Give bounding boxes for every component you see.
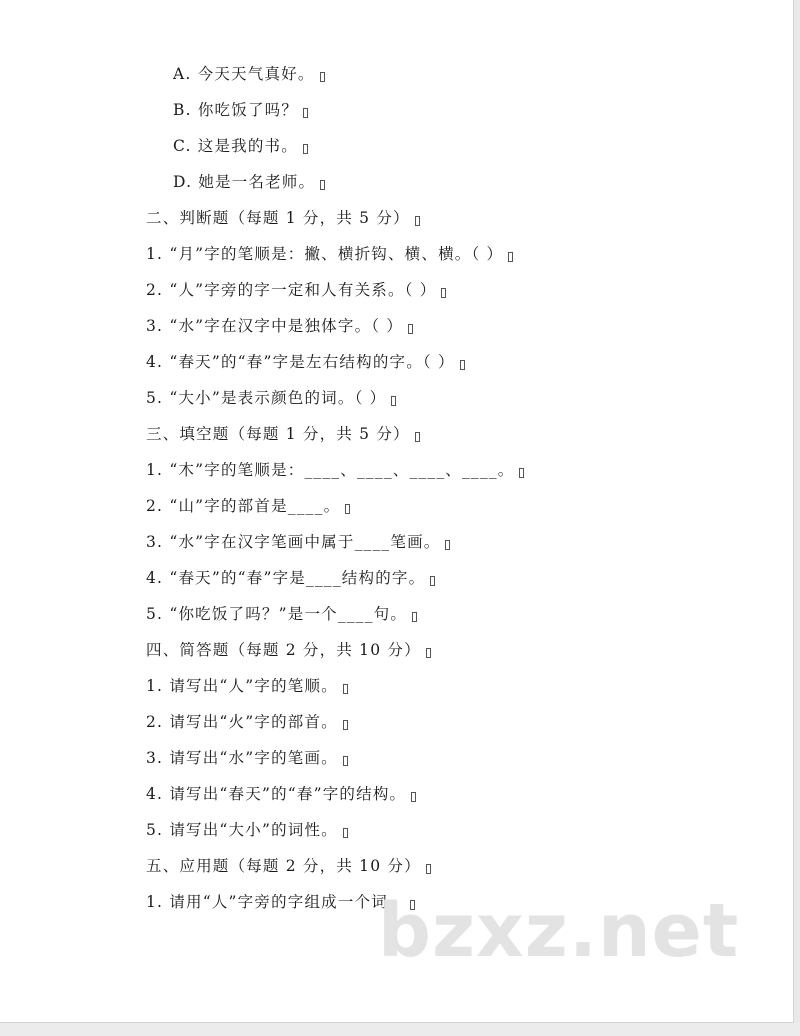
- paragraph-mark-icon: [343, 828, 348, 838]
- section-heading-judgment: [146, 206, 420, 228]
- line-text: B. 你吃饭了吗？: [173, 101, 299, 119]
- question-item: [146, 314, 413, 336]
- paragraph-mark-icon: [412, 612, 417, 622]
- page-bottom-gutter: [0, 1023, 800, 1036]
- line-text: 1. 请写出“人”字的笔顺。: [146, 677, 338, 695]
- question-item: [146, 350, 465, 372]
- paragraph-mark-icon: [441, 288, 446, 298]
- line-text: 3. 请写出“水”字的笔画。: [146, 749, 338, 767]
- line-text: 4. “春天”的“春”字是左右结构的字。（ ）: [146, 353, 455, 371]
- paragraph-mark-icon: [415, 432, 420, 442]
- option-b: [173, 98, 308, 120]
- section-heading-application: [146, 854, 431, 876]
- line-text: 4. 请写出“春天”的“春”字的结构。: [146, 785, 407, 803]
- question-item: [146, 278, 446, 300]
- paragraph-mark-icon: [320, 180, 325, 190]
- line-text: 二、判断题（每题 1 分，共 5 分）: [146, 209, 410, 227]
- line-text: A. 今天天气真好。: [173, 65, 315, 83]
- paragraph-mark-icon: [320, 72, 325, 82]
- line-text: C. 这是我的书。: [173, 137, 298, 155]
- line-text: 3. “水”字在汉字笔画中属于____笔画。: [146, 533, 441, 551]
- question-item: [146, 710, 348, 732]
- line-text: 四、简答题（每题 2 分，共 10 分）: [146, 641, 421, 659]
- line-text: D. 她是一名老师。: [173, 173, 316, 191]
- section-heading-fill-blank: [146, 422, 420, 444]
- paragraph-mark-icon: [391, 396, 396, 406]
- paragraph-mark-icon: [508, 252, 513, 262]
- paragraph-mark-icon: [303, 144, 308, 154]
- question-item: [146, 782, 416, 804]
- line-text: 1. 请用“人”字旁的字组成一个词。: [146, 893, 405, 911]
- line-text: 2. “山”字的部首是____。: [146, 497, 341, 515]
- line-text: 2. “人”字旁的字一定和人有关系。（ ）: [146, 281, 437, 299]
- question-item: [146, 386, 396, 408]
- section-heading-short-answer: [146, 638, 431, 660]
- line-text: 5. “大小”是表示颜色的词。（ ）: [146, 389, 387, 407]
- question-item: [146, 602, 417, 624]
- paragraph-mark-icon: [343, 684, 348, 694]
- question-item: [146, 746, 348, 768]
- line-text: 4. “春天”的“春”字是____结构的字。: [146, 569, 426, 587]
- paragraph-mark-icon: [445, 540, 450, 550]
- question-item: [146, 566, 435, 588]
- paragraph-mark-icon: [430, 576, 435, 586]
- question-item: [146, 818, 348, 840]
- question-item: [146, 494, 350, 516]
- watermark-text: bzxz.net: [378, 888, 740, 974]
- paragraph-mark-icon: [408, 324, 413, 334]
- paragraph-mark-icon: [415, 216, 420, 226]
- paragraph-mark-icon: [303, 108, 308, 118]
- option-a: [173, 62, 325, 84]
- paragraph-mark-icon: [411, 792, 416, 802]
- line-text: 5. “你吃饭了吗？”是一个____句。: [146, 605, 408, 623]
- paragraph-mark-icon: [460, 360, 465, 370]
- paragraph-mark-icon: [343, 756, 348, 766]
- option-c: [173, 134, 308, 156]
- paragraph-mark-icon: [343, 720, 348, 730]
- question-item: [146, 890, 415, 912]
- line-text: 3. “水”字在汉字中是独体字。（ ）: [146, 317, 404, 335]
- paragraph-mark-icon: [519, 468, 524, 478]
- paragraph-mark-icon: [426, 864, 431, 874]
- line-text: 1. “月”字的笔顺是：撇、横折钩、横、横。（ ）: [146, 245, 504, 263]
- paragraph-mark-icon: [345, 504, 350, 514]
- question-item: [146, 674, 348, 696]
- paragraph-mark-icon: [426, 648, 431, 658]
- question-item: [146, 458, 524, 480]
- question-item: [146, 530, 450, 552]
- line-text: 五、应用题（每题 2 分，共 10 分）: [146, 857, 421, 875]
- option-d: [173, 170, 325, 192]
- line-text: 5. 请写出“大小”的词性。: [146, 821, 338, 839]
- line-text: 2. 请写出“火”字的部首。: [146, 713, 338, 731]
- line-text: 1. “木”字的笔顺是：____、____、____、____。: [146, 461, 515, 479]
- line-text: 三、填空题（每题 1 分，共 5 分）: [146, 425, 410, 443]
- question-item: [146, 242, 513, 264]
